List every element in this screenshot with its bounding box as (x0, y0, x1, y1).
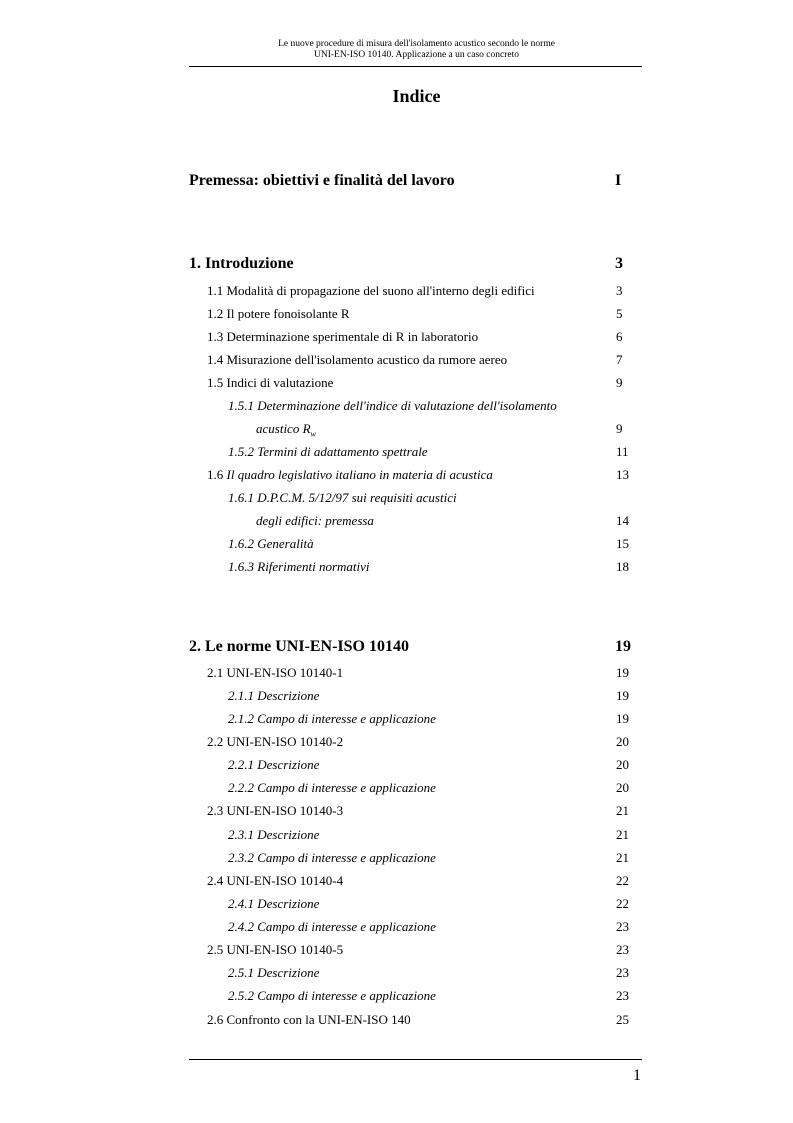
toc-entry-text: acustico $R_w$ (256, 421, 316, 439)
toc-entry-page: 23 (616, 919, 629, 934)
toc-entry-2-4 (0, 873, 793, 889)
toc-entry-page: 23 (616, 965, 629, 980)
toc-entry-text: 1.5 Indici di valutazione (207, 375, 334, 390)
toc-entry-text: 1.6.1 D.P.C.M. 5/12/97 sui requisiti acustici (228, 490, 457, 505)
toc-entry-premessa (0, 172, 793, 192)
running-header-line-2: UNI-EN-ISO 10140. Applicazione a un caso concreto (314, 50, 519, 60)
running-header-line-1: Le nuove procedure di misura dell'isolamento acustico secondo le norme (278, 39, 555, 49)
toc-entry-page: 21 (616, 803, 629, 818)
toc-entry-text: 2.5.2 Campo di interesse e applicazione (228, 988, 436, 1003)
toc-entry-page: 22 (616, 873, 629, 888)
toc-entry-2-3-1 (0, 827, 793, 843)
toc-entry-page: 9 (616, 375, 623, 390)
toc-entry-2-2 (0, 734, 793, 750)
toc-entry-1-5 (0, 375, 793, 391)
toc-entry-text: 2. Le norme UNI-EN-ISO 10140 (189, 638, 409, 655)
toc-entry-page: 20 (616, 734, 629, 749)
toc-entry-page: 19 (616, 688, 629, 703)
toc-entry-page: I (615, 172, 622, 189)
toc-entry-text: 2.3.2 Campo di interesse e applicazione (228, 850, 436, 865)
toc-entry-text: 1.6 Il quadro legislativo italiano in materia di acustica (207, 467, 493, 482)
toc-entry-text: 1.4 Misurazione dell'isolamento acustico da rumore aereo (207, 352, 508, 367)
toc-entry-2-2-2 (0, 780, 793, 796)
toc-entry-text: 2.2.2 Campo di interesse e applicazione (228, 780, 436, 795)
toc-entry-2-5-1 (0, 965, 793, 981)
toc-entry-page: 23 (616, 942, 629, 957)
toc-entry-1-1 (0, 283, 793, 299)
toc-entry-1-6-2 (0, 536, 793, 552)
toc-entry-page: 19 (616, 711, 629, 726)
toc-entry-1-6-1 (0, 490, 793, 506)
toc-entry-text: 1.5.1 Determinazione dell'indice di valutazione dell'isolamento (228, 398, 557, 413)
toc-entry-1-6-1-cont (0, 513, 793, 529)
toc-entry-1-5-2 (0, 444, 793, 460)
toc-entry-2-1 (0, 665, 793, 681)
toc-entry-text: 2.6 Confronto con la UNI-EN-ISO 140 (207, 1012, 411, 1027)
toc-entry-text: Premessa: obiettivi e finalità del lavoro (189, 172, 455, 189)
toc-entry-1-5-1-cont (0, 421, 793, 437)
toc-entry-page: 15 (616, 536, 629, 551)
toc-entry-page: 20 (616, 780, 629, 795)
toc-entry-page: 9 (616, 421, 623, 436)
toc-entry-page: 18 (616, 559, 629, 574)
toc-entry-page: 7 (616, 352, 623, 367)
footer-rule (189, 1059, 642, 1060)
toc-entry-text: 1.5.2 Termini di adattamento spettrale (228, 444, 428, 459)
toc-entry-1-3 (0, 329, 793, 345)
toc-entry-page: 19 (615, 638, 631, 655)
header-rule (189, 66, 642, 67)
toc-entry-1-2 (0, 306, 793, 322)
toc-entry-page: 19 (616, 665, 629, 680)
toc-entry-2-5-2 (0, 988, 793, 1004)
toc-entry-page: 22 (616, 896, 629, 911)
toc-entry-text: 2.2 UNI-EN-ISO 10140-2 (207, 734, 344, 749)
toc-section-2 (0, 638, 793, 658)
toc-entry-2-1-2 (0, 711, 793, 727)
toc-entry-text: 2.3.1 Descrizione (228, 827, 320, 842)
toc-entry-page: 25 (616, 1012, 629, 1027)
toc-entry-page: 3 (615, 255, 623, 272)
toc-entry-1-5-1 (0, 398, 793, 414)
toc-entry-1-4 (0, 352, 793, 368)
toc-entry-text: 1.1 Modalità di propagazione del suono all'interno degli edifici (207, 283, 535, 298)
toc-entry-page: 5 (616, 306, 623, 321)
toc-entry-2-6 (0, 1012, 793, 1028)
toc-entry-text: degli edifici: premessa (256, 513, 374, 528)
toc-entry-2-3-2 (0, 850, 793, 866)
toc-entry-text: 1.2 Il potere fonoisolante R (207, 306, 350, 321)
toc-entry-text: 1.6.2 Generalità (228, 536, 314, 551)
toc-entry-page: 21 (616, 850, 629, 865)
toc-entry-text: 2.4.1 Descrizione (228, 896, 320, 911)
toc-entry-text: 2.5.1 Descrizione (228, 965, 320, 980)
toc-entry-2-3 (0, 803, 793, 819)
toc-entry-text: 1.6.3 Riferimenti normativi (228, 559, 370, 574)
toc-entry-page: 3 (616, 283, 623, 298)
toc-entry-2-1-1 (0, 688, 793, 704)
toc-entry-page: 23 (616, 988, 629, 1003)
toc-entry-2-4-1 (0, 896, 793, 912)
toc-entry-page: 14 (616, 513, 629, 528)
toc-entry-1-6-3 (0, 559, 793, 575)
toc-entry-text: 1.3 Determinazione sperimentale di R in laboratorio (207, 329, 479, 344)
toc-entry-text: 2.3 UNI-EN-ISO 10140-3 (207, 803, 344, 818)
toc-entry-text: 2.5 UNI-EN-ISO 10140-5 (207, 942, 344, 957)
toc-entry-text: 2.1 UNI-EN-ISO 10140-1 (207, 665, 344, 680)
page-number: 1 (633, 1067, 641, 1084)
toc-entry-page: 13 (616, 467, 629, 482)
toc-entry-2-4-2 (0, 919, 793, 935)
toc-entry-text: 2.4.2 Campo di interesse e applicazione (228, 919, 436, 934)
toc-entry-text: 2.1.1 Descrizione (228, 688, 320, 703)
toc-entry-text: 1. Introduzione (189, 255, 294, 272)
toc-entry-2-2-1 (0, 757, 793, 773)
toc-entry-2-5 (0, 942, 793, 958)
toc-entry-page: 20 (616, 757, 629, 772)
toc-entry-1-6 (0, 467, 793, 483)
toc-entry-page: 21 (616, 827, 629, 842)
toc-entry-text: 2.4 UNI-EN-ISO 10140-4 (207, 873, 344, 888)
toc-section-1 (0, 255, 793, 275)
toc-entry-text: 2.2.1 Descrizione (228, 757, 320, 772)
toc-entry-text: 2.1.2 Campo di interesse e applicazione (228, 711, 436, 726)
toc-entry-page: 11 (616, 444, 629, 459)
page-title: Indice (392, 86, 441, 106)
toc-entry-page: 6 (616, 329, 623, 344)
